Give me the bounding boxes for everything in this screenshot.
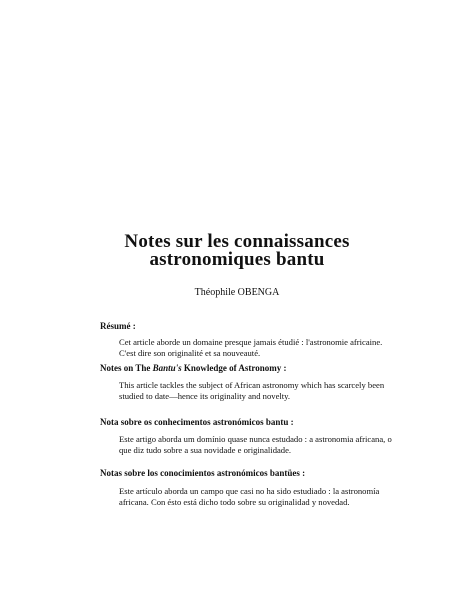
section-body-spanish [119,486,399,508]
body-line: Cet article aborde un domaine presque jamais étudié : l'astronomie africaine. [119,337,383,347]
title-line-1: Notes sur les connaissances [124,231,350,252]
section-heading-english [100,363,286,374]
body-line: africana. Con ésto está dicho todo sobre su originalidad y novedad. [119,497,350,507]
heading-italic: Bantu's [152,363,182,373]
section-body-english [119,380,399,402]
body-line: This article tackles the subject of African astronomy which has scarcely been [119,380,385,390]
section-heading-spanish: Notas sobre los conocimientos astronómicos bantües : [100,468,306,478]
section-heading-french: Résumé : [100,321,136,331]
section-heading-portuguese: Nota sobre os conhecimentos astronómicos bantu : [100,417,294,427]
section-body-portuguese [119,434,399,456]
title-line-2: astronomiques bantu [149,249,325,270]
author-name: Théophile OBENGA [194,287,280,298]
heading-suffix: Knowledge of Astronomy : [181,363,287,373]
body-line: que diz tudo sobre a sua novidade e originalidade. [119,445,292,455]
body-line: Este artigo aborda um domínio quase nunca estudado : a astronomia africana, o [119,434,392,444]
body-line: studied to date—hence its originality and novelty. [119,391,291,401]
body-line: Este artículo aborda un campo que casi no ha sido estudiado : la astronomía [119,486,380,496]
body-line: C'est dire son originalité et sa nouveauté. [119,348,261,358]
section-body-french [119,337,399,359]
heading-prefix: Notes on The [100,363,153,373]
